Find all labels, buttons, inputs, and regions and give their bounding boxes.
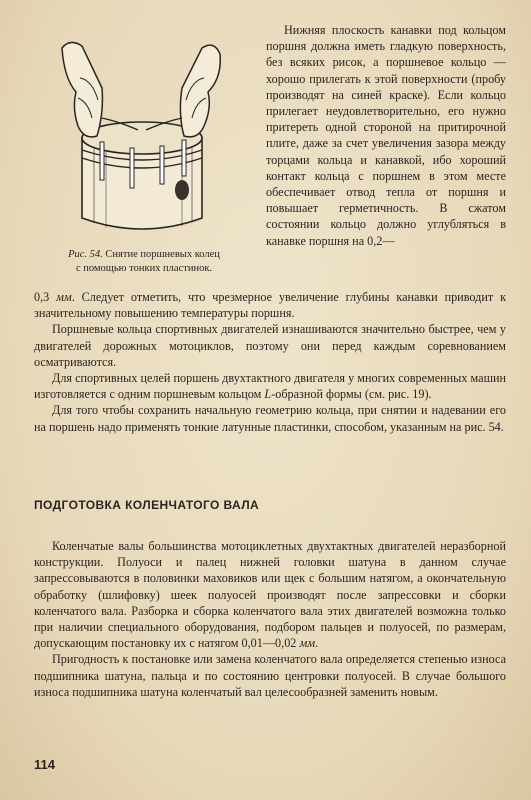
text-fragment: .: [315, 636, 319, 651]
figure-caption-line2: с помощью тонких пластинок.: [75, 263, 213, 274]
paragraph: [34, 289, 506, 321]
figure-number: Рис. 54.: [68, 249, 103, 260]
text-fragment: 0,3: [34, 290, 57, 304]
text-fragment: . Следует отметить, что чрезмерное увеличение глубины канавки приводит к значительному повышению температуры поршня.: [34, 290, 506, 321]
figure-caption: [28, 248, 260, 276]
unit-mm: мм: [56, 290, 72, 304]
section-text: [34, 538, 506, 700]
paragraph: [34, 370, 506, 402]
text-fragment: -образной формы (см. рис. 19).: [271, 387, 432, 402]
italic-letter: L: [264, 387, 272, 402]
text-fragment: Для спортивных целей поршень двухтактного двигателя у многих современных машин изготовляется с одним поршневым кольцом: [34, 371, 506, 402]
continuation-text: [34, 289, 506, 435]
paragraph: [34, 538, 506, 651]
piston-hands-illustration: [42, 18, 242, 243]
paragraph: Поршневые кольца спортивных двигателей изнашиваются значительно быстрее, чем у двигателей дорожных мотоциклов, поэтому они перед каждым соревнованием осматриваются.: [34, 322, 506, 369]
section-heading: ПОДГОТОВКА КОЛЕНЧАТОГО ВАЛА: [34, 498, 260, 512]
text-fragment: Коленчатые валы большинства мотоциклетных двухтактных двигателей неразборной конструкции. Полуоси и палец нижней головки шатуна в данном случае запрессовываются в половинки маховиков или щек с большим натягом, а окончательную обработку (шлифовку) шеек полуосей производят после запрессовки и сборки коленчатого вала. Разборка и сборка коленчатого вала этих двигателей возможна только при наличии специального оборудования, подбором пальцев и полуосей, по размерам, допускающим постановку их с натягом 0,01—0,02: [34, 539, 506, 651]
paragraph: Для того чтобы сохранить начальную геометрию кольца, при снятии и надевании его на поршень надо применять тонкие латунные пластинки, способом, указанным на рис. 54.: [34, 403, 506, 434]
figure-piston-ring-removal: [28, 18, 260, 290]
unit-mm: мм: [299, 636, 315, 651]
page-number: 114: [34, 757, 55, 772]
right-column-paragraph: Нижняя плоскость канавки под кольцом поршня должна иметь гладкую поверхность, без всяких рисок, а поршневое кольцо — хорошо прилегать к этой поверхности (пробу производят на синей краске). Если кольцо прилегает неудовлетворительно, его нужно притереть одной стороной на притирочной плите, даже за счет увеличения зазора между торцами кольца и канавкой, ибо хороший контакт кольца с поршнем в этом месте обеспечивает отвод тепла от поршня и повышает герметичность. В сжатом состоянии кольцо должно углубляться в канавке поршня на 0,2—: [266, 23, 506, 248]
figure-caption-line1: Снятие поршневых колец: [105, 249, 220, 260]
paragraph: Пригодность к постановке или замена коленчатого вала определяется степенью износа подшипника шатуна, пальца и по состоянию центровки полуосей. В случае большого износа подшипника шатуна коленчатый вал целесообразней заменить новым.: [34, 652, 506, 699]
